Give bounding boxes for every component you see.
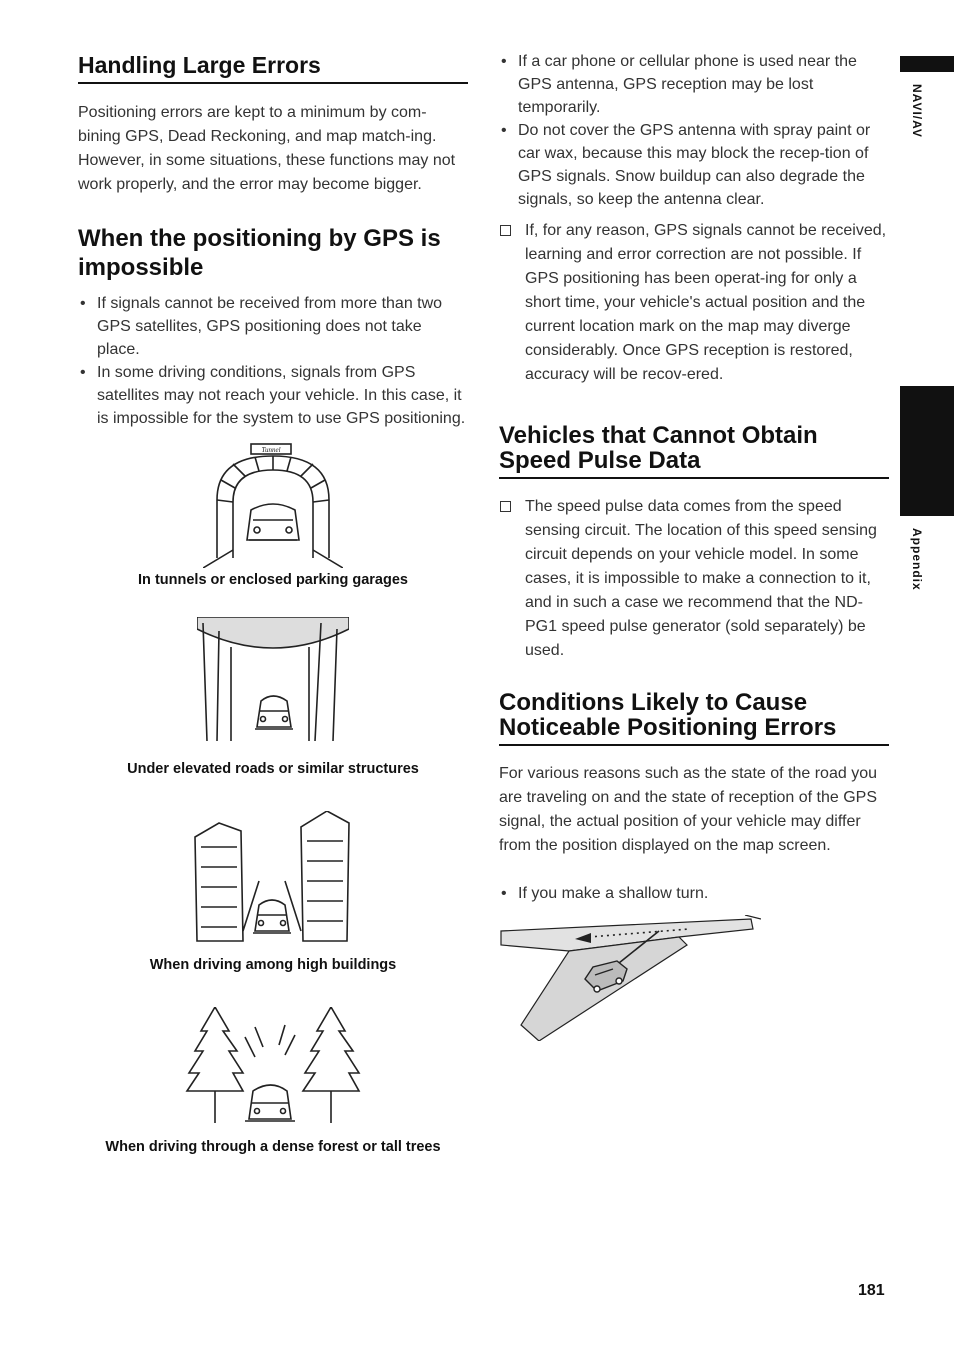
figure-caption: Under elevated roads or similar structures (127, 761, 419, 777)
figure-caption: When driving among high buildings (149, 957, 397, 973)
list-item: • If signals cannot be received from more than two GPS satellites, GPS positioning does not take place. (78, 292, 468, 361)
heading-positioning-errors: Conditions Likely to Cause Noticeable Positioning Errors (499, 690, 889, 746)
note-text: If, for any reason, GPS signals cannot be received, learning and error correction are not possible. If GPS positioning has been operat-ing for only a short time, your vehicle's actual position and the current location mark on the map may diverge considerably. Once GPS reception is restored, accuracy will be recov-ered. (525, 222, 887, 383)
tunnel-illustration (203, 440, 343, 568)
buildings-illustration (193, 811, 353, 947)
figure-high-buildings (78, 811, 468, 973)
shallow-turn-illustration (499, 915, 761, 1041)
figure-tunnel (78, 440, 468, 588)
sidebar-tab-appendix (900, 386, 954, 516)
list-item: • If you make a shallow turn. (499, 882, 889, 905)
intro-paragraph: Positioning errors are kept to a minimum by com-bining GPS, Dead Reckoning, and map match-ing. However, in some situations, these functions may not work properly, and the error may become bigger. (78, 104, 456, 193)
elevated-road-illustration (197, 617, 349, 745)
page-number: 181 (858, 1282, 885, 1299)
note-checkbox-icon (500, 501, 511, 512)
heading-handling-large-errors: Handling Large Errors (78, 52, 468, 84)
positioning-errors-paragraph: For various reasons such as the state of the road you are traveling on and the state of reception of the GPS signal, the actual position of your vehicle may differ from the position displayed on the map screen. (499, 765, 878, 854)
heading-speed-pulse: Vehicles that Cannot Obtain Speed Pulse Data (499, 423, 889, 479)
list-item: • If a car phone or cellular phone is used near the GPS antenna, GPS reception may be lost temporarily. (499, 50, 889, 119)
sidebar-label-appendix: Appendix (910, 528, 924, 591)
forest-illustration (185, 1007, 361, 1131)
tunnel-sign-text: Tunnel (261, 446, 281, 454)
figure-forest (78, 1007, 468, 1155)
figure-caption: When driving through a dense forest or tall trees (105, 1139, 441, 1155)
sidebar-label-navi-av: NAVI/AV (910, 84, 924, 138)
note-speed-pulse (499, 495, 889, 663)
list-item: • In some driving conditions, signals from GPS satellites may not reach your vehicle. In this case, it is impossible for the system to use GPS positioning. (78, 361, 468, 430)
sidebar-tab-navi-av (900, 56, 954, 72)
figure-caption: In tunnels or enclosed parking garages (138, 572, 408, 588)
gps-impossible-list (78, 292, 468, 430)
figure-elevated-road (78, 617, 468, 777)
antenna-list (499, 50, 889, 211)
shallow-turn-list (499, 882, 889, 905)
heading-gps-impossible: When the positioning by GPS is impossible (78, 225, 441, 281)
list-item: • Do not cover the GPS antenna with spray paint or car wax, because this may block the recep-tion of GPS signals. Snow buildup can also degrade the signals, so keep the antenna clear. (499, 119, 889, 211)
right-column (499, 50, 889, 1041)
note-checkbox-icon (500, 225, 511, 236)
note-gps-signals (499, 219, 889, 387)
left-column (78, 50, 468, 1155)
note-text: The speed pulse data comes from the speed sensing circuit. The location of this speed sensing circuit depends on your vehicle model. In some cases, it is impossible to make a connection to it, and in such a case we recommend that the ND-PG1 speed pulse generator (sold separately) be used. (525, 498, 877, 659)
